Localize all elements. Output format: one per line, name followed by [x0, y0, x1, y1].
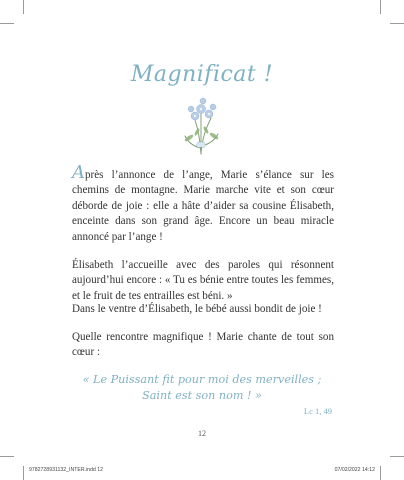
paragraph-1: [72, 162, 334, 245]
quote-line-1: « Le Puissant fit pour moi des merveilles ;: [82, 373, 322, 386]
drop-cap: A: [72, 162, 85, 183]
paragraph-3: Dans le ventre d’Élisabeth, le bébé aussi bondit de joie !: [72, 303, 322, 315]
crop-mark: [0, 23, 14, 24]
page-number: 12: [198, 429, 206, 438]
page-title: Magnificat !: [130, 62, 274, 87]
crop-mark: [380, 466, 381, 480]
slug-file: 9782728931132_INTER.indd 12: [29, 467, 104, 473]
paragraph-1-text: près l’annonce de l’ange, Marie s’élance sur les chemins de montagne. Marie marche vite et son cœur déborde de joie : elle a hâte d’aider sa cousine Élisabeth, enceinte dans son grand âge. Encore un beau miracle annoncé par l’ange !: [72, 169, 334, 243]
flower-bouquet-icon: [173, 92, 227, 156]
crop-mark: [390, 23, 404, 24]
paragraph-4: Quelle rencontre magnifique ! Marie chante de tout son cœur :: [72, 331, 334, 359]
crop-mark: [0, 456, 14, 457]
scripture-reference: Lc 1, 49: [303, 406, 332, 416]
crop-mark: [23, 466, 24, 480]
quote-line-2: Saint est son nom ! »: [142, 389, 262, 402]
slug-datetime: 07/02/2022 14:12: [334, 467, 375, 473]
crop-mark: [380, 0, 381, 14]
crop-mark: [23, 0, 24, 14]
paragraph-2: Élisabeth l’accueille avec des paroles qui résonnent aujourd’hui encore : « Tu es bénie entre toutes les femmes, et le fruit de tes entrailles est béni. »: [72, 259, 334, 302]
crop-mark: [390, 456, 404, 457]
scripture-quote: [60, 372, 344, 404]
